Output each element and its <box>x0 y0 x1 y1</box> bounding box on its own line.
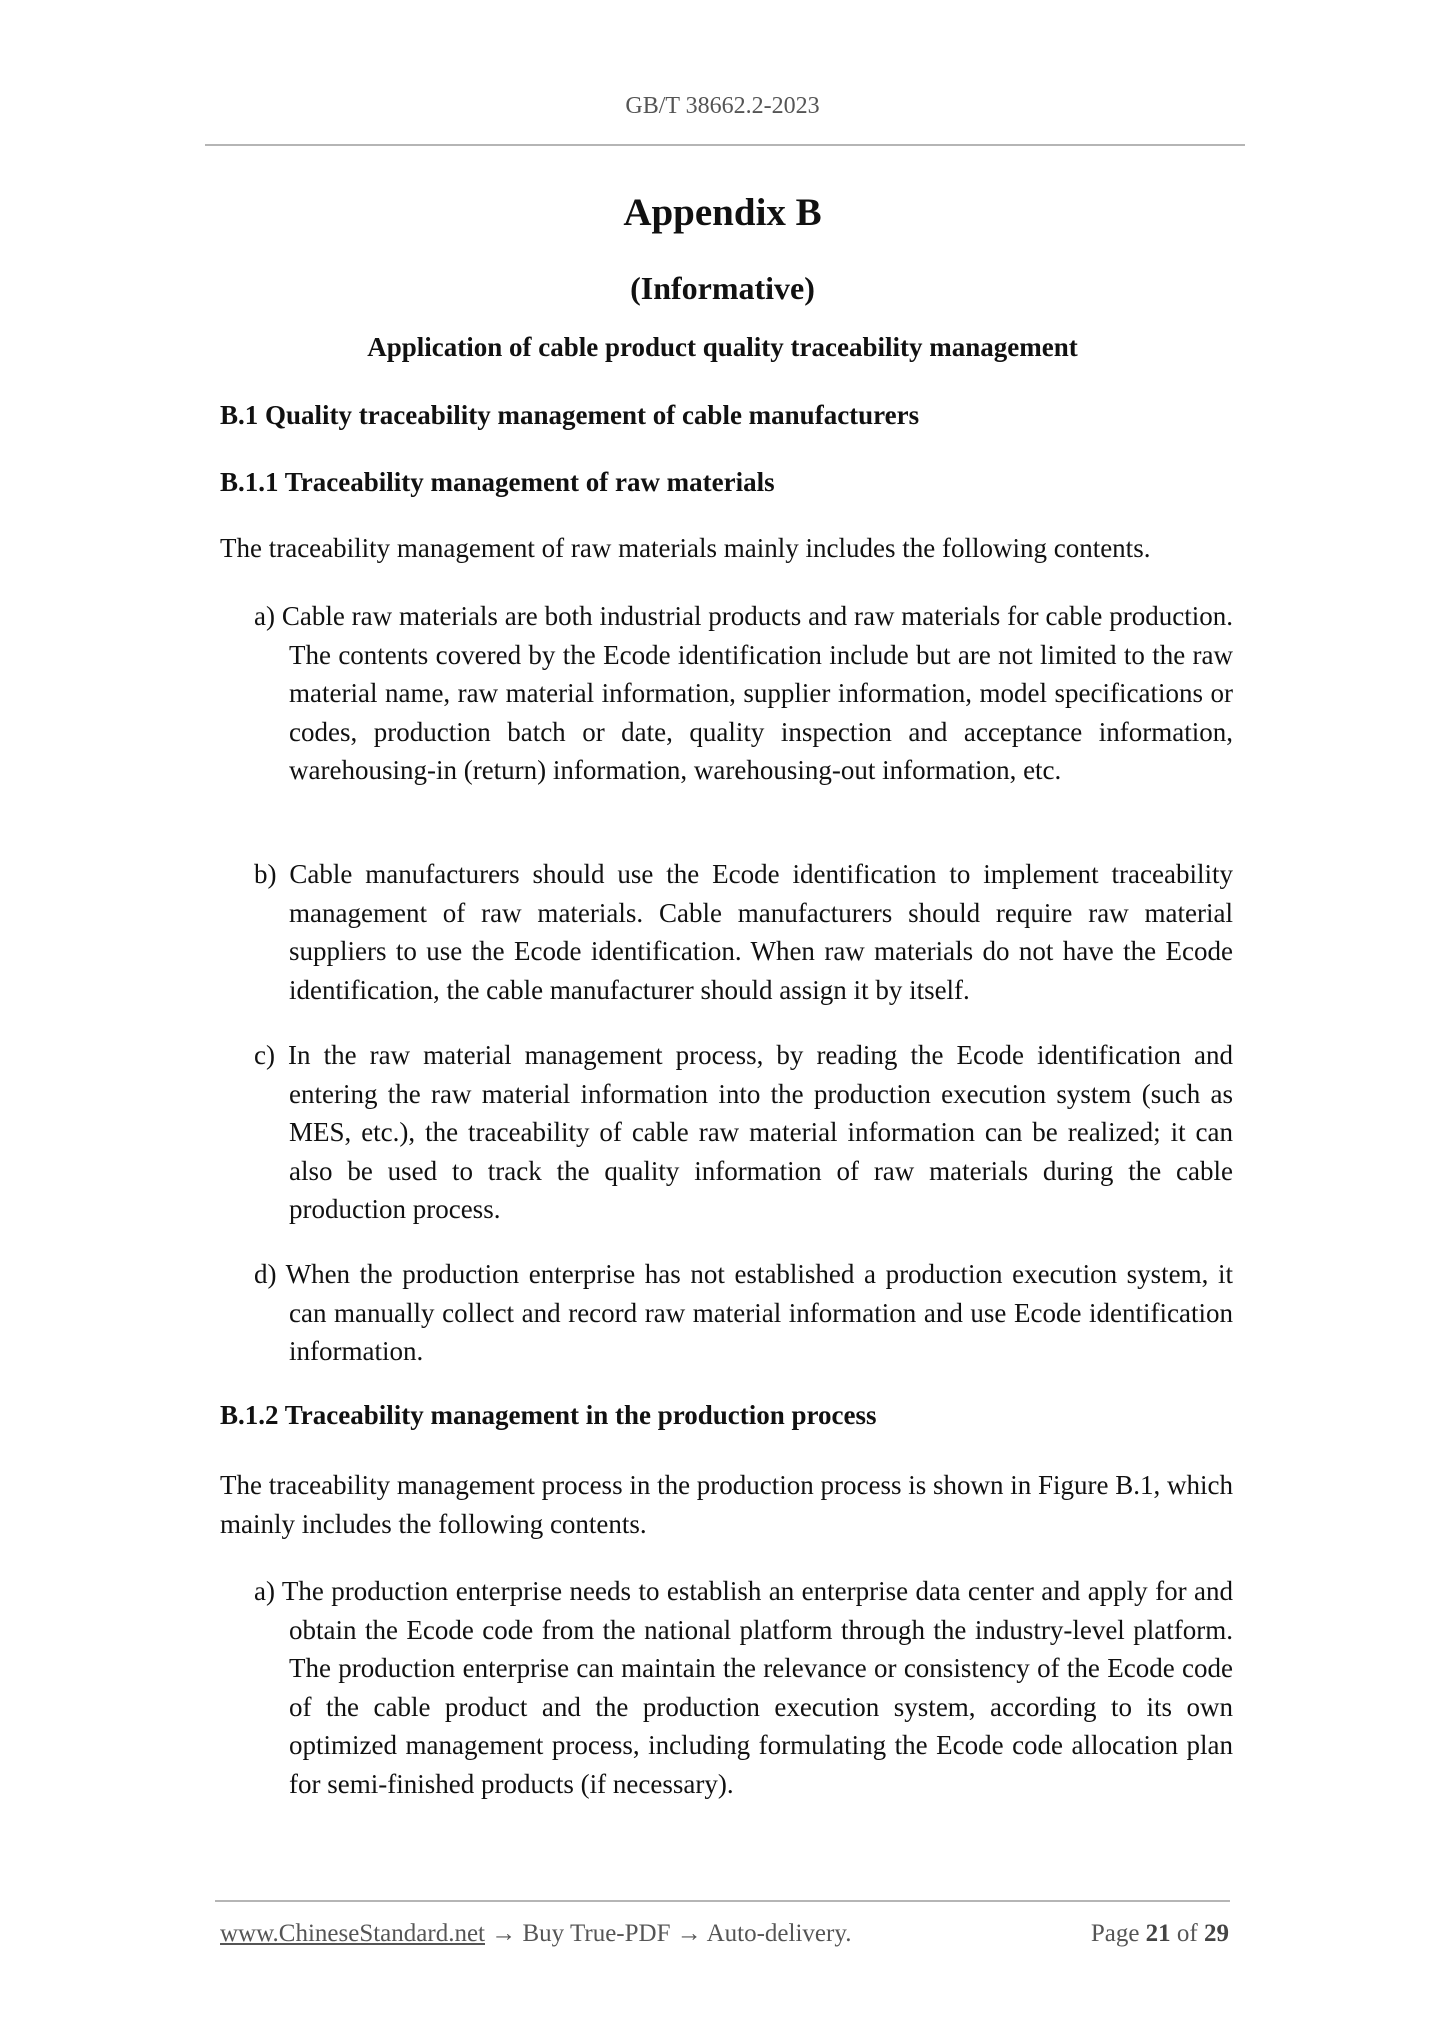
page-number <box>1091 1920 1229 1948</box>
section-b12-intro: The traceability management process in the production process is shown in Figure B.1, which mainly includes the following contents. <box>220 1470 1234 1539</box>
list-item: a) Cable raw materials are both industrial products and raw materials for cable production. The contents covered by the Ecode identification include but are not limited to the raw material name, raw material information, supplier information, model specifications or codes, production batch or date, quality inspection and acceptance information, warehousing-in (return) information, warehousing-out information, etc. <box>254 601 1233 785</box>
chinesestandard-link[interactable]: www.ChineseStandard.net <box>220 1920 485 1947</box>
list-item: a) The production enterprise needs to establish an enterprise data center and apply for and obtain the Ecode code from the national platform through the industry-level platform. The production enterprise can maintain the relevance or consistency of the Ecode code of the cable product and the production execution system, according to its own optimized management process, including formulating the Ecode code allocation plan for semi-finished products (if necessary). <box>254 1576 1233 1799</box>
appendix-subtitle: Application of cable product quality traceability management <box>367 332 1078 362</box>
buy-text: Buy True-PDF <box>522 1920 671 1947</box>
of-label: of <box>1176 1920 1198 1947</box>
page-label: Page <box>1090 1920 1140 1947</box>
footer-promo <box>220 1920 851 1948</box>
appendix-type: (Informative) <box>630 270 815 306</box>
list-item: d) When the production enterprise has not established a production execution system, it can manually collect and record raw material information and use Ecode identification information. <box>254 1259 1233 1366</box>
document-id-header: GB/T 38662.2-2023 <box>625 93 820 119</box>
header-divider <box>205 144 1245 146</box>
arrow-right-icon: → <box>676 1920 702 1947</box>
list-item: c) In the raw material management process, by reading the Ecode identification and entering the raw material information into the production execution system (such as MES, etc.), the traceability of cable raw material information can be realized; it can also be used to track the quality information of raw materials during the cable production process. <box>254 1040 1233 1224</box>
footer-divider <box>215 1900 1230 1902</box>
section-b11-intro: The traceability management of raw materials mainly includes the following contents. <box>220 533 1151 563</box>
page-current: 21 <box>1145 1920 1171 1947</box>
arrow-right-icon: → <box>491 1920 517 1947</box>
page-footer <box>220 1920 1233 1948</box>
appendix-title: Appendix B <box>623 191 822 234</box>
delivery-text: Auto-delivery. <box>706 1920 852 1947</box>
section-b1-heading: B.1 Quality traceability management of cable manufacturers <box>220 400 920 430</box>
section-b12-heading: B.1.2 Traceability management in the production process <box>220 1400 877 1430</box>
page-total: 29 <box>1204 1920 1229 1947</box>
list-item: b) Cable manufacturers should use the Ecode identification to implement traceability management of raw materials. Cable manufacturers should require raw material suppliers to use the Ecode identification. When raw materials do not have the Ecode identification, the cable manufacturer should assign it by itself. <box>254 859 1233 1005</box>
section-b11-heading: B.1.1 Traceability management of raw materials <box>220 467 775 497</box>
